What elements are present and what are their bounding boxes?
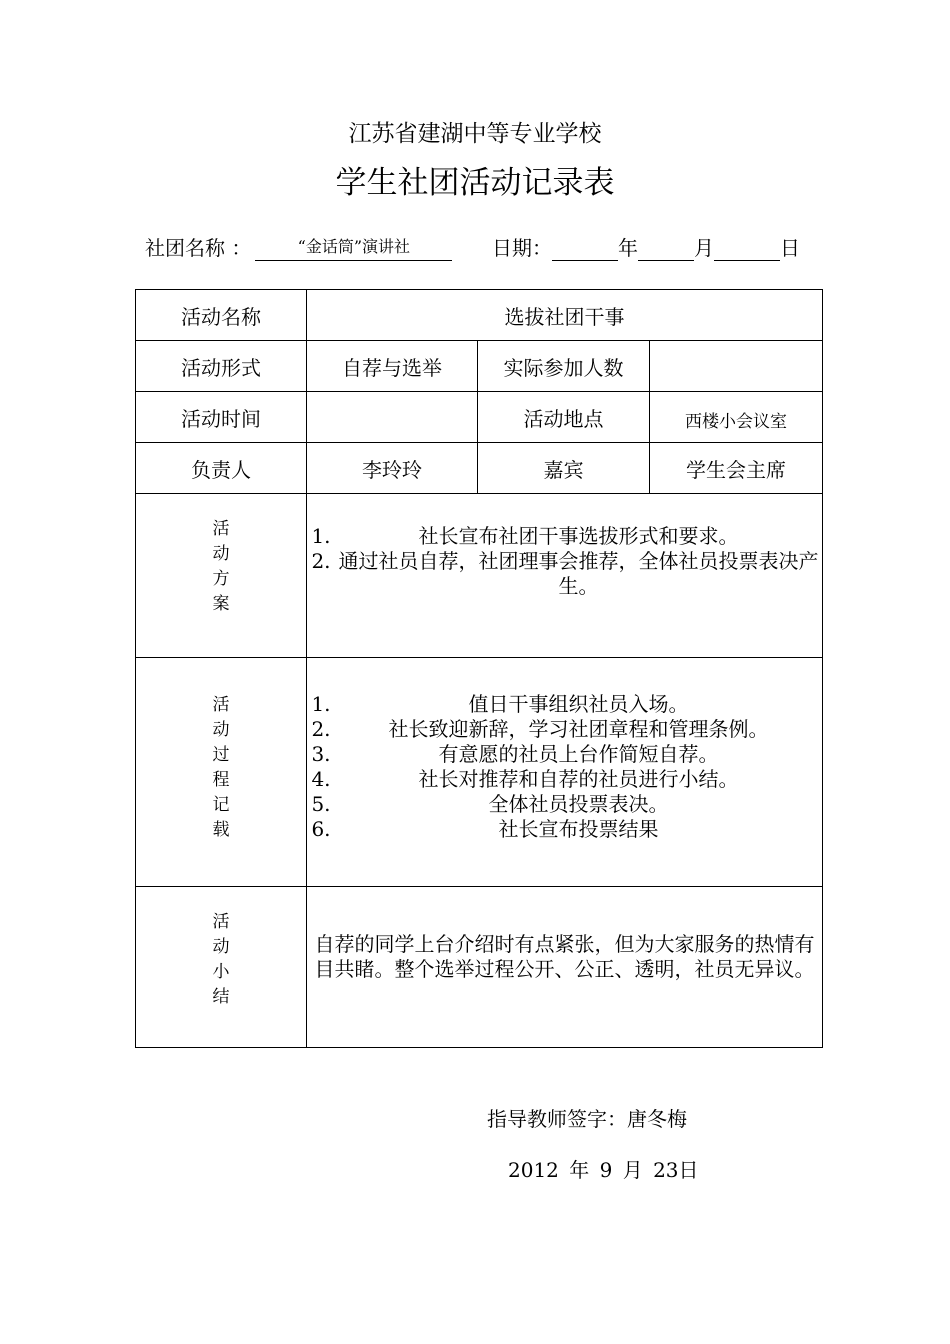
process-label <box>136 658 307 887</box>
list-item-text: 社长宣布投票结果 <box>498 817 659 841</box>
table-row <box>136 290 823 341</box>
list-item-text: 社长对推荐和自荐的社员进行小结。 <box>418 767 739 791</box>
table-row <box>136 341 823 392</box>
plan-label-char: 动 <box>212 543 230 564</box>
process-label-char: 程 <box>212 770 230 790</box>
date-year-field <box>552 233 618 261</box>
summary-content <box>307 887 823 1048</box>
plan-label-char: 方 <box>212 568 230 589</box>
signature-date <box>508 1154 699 1183</box>
summary-label-char: 动 <box>212 937 230 957</box>
club-name-row <box>145 232 452 261</box>
plan-label <box>136 494 307 658</box>
signature-date-month: 9 <box>599 1158 613 1182</box>
time-value <box>307 392 478 443</box>
school-name: 江苏省建湖中等专业学校 <box>348 121 602 147</box>
list-item-number: 2. <box>311 549 331 573</box>
table-row <box>136 494 823 658</box>
table-row <box>136 443 823 494</box>
list-item <box>307 817 822 842</box>
summary-label-char: 小 <box>212 962 230 982</box>
activity-record-table <box>135 289 823 1048</box>
process-label-char: 活 <box>212 695 230 715</box>
signature-date-year-unit: 年 <box>569 1158 590 1182</box>
process-label-char: 记 <box>212 795 230 815</box>
list-item <box>307 742 822 767</box>
date-label: 日期： <box>492 236 552 260</box>
leader-value: 李玲玲 <box>307 443 478 494</box>
signature-date-day: 23 <box>653 1158 679 1182</box>
list-item <box>307 692 822 717</box>
list-item <box>307 767 822 792</box>
form-label: 活动形式 <box>136 341 307 392</box>
list-item-number: 1. <box>311 524 331 548</box>
date-day-field <box>714 233 780 261</box>
summary-label-char: 活 <box>212 912 230 932</box>
activity-name-value: 选拔社团干事 <box>307 290 823 341</box>
list-item <box>307 717 822 742</box>
list-item-number: 6. <box>311 817 331 841</box>
signature-date-year: 2012 <box>508 1158 559 1182</box>
list-item <box>307 524 822 549</box>
date-year-unit: 年 <box>618 236 638 260</box>
list-item-number: 5. <box>311 792 331 816</box>
signature-date-day-unit: 日 <box>678 1158 699 1182</box>
date-row <box>492 232 800 261</box>
plan-list <box>307 524 822 599</box>
list-item-number: 4. <box>311 767 331 791</box>
location-label: 活动地点 <box>478 392 650 443</box>
guest-value: 学生会主席 <box>650 443 823 494</box>
list-item-text: 社长致迎新辞，学习社团章程和管理条例。 <box>388 717 769 741</box>
table-row <box>136 658 823 887</box>
list-item-text: 全体社员投票表决。 <box>488 792 669 816</box>
form-title: 学生社团活动记录表 <box>335 165 615 201</box>
list-item <box>307 549 822 599</box>
summary-label-char: 结 <box>212 987 230 1007</box>
club-name-label: 社团名称 ： <box>145 236 252 260</box>
process-label-char: 动 <box>212 720 230 740</box>
list-item-number: 3. <box>311 742 331 766</box>
date-month-field <box>638 233 694 261</box>
table-row <box>136 392 823 443</box>
signature-name: 唐冬梅 <box>627 1107 687 1131</box>
plan-label-char: 案 <box>212 593 230 614</box>
form-value: 自荐与选举 <box>307 341 478 392</box>
list-item-text: 社长宣布社团干事选拔形式和要求。 <box>418 524 739 548</box>
plan-content <box>307 494 823 658</box>
table-row <box>136 887 823 1048</box>
list-item-number: 1. <box>311 692 331 716</box>
list-item-text: 有意愿的社员上台作简短自荐。 <box>438 742 719 766</box>
list-item-text: 值日干事组织社员入场。 <box>468 692 689 716</box>
date-month-unit: 月 <box>694 236 714 260</box>
list-item-number: 2. <box>311 717 331 741</box>
location-value: 西楼小会议室 <box>650 392 823 443</box>
process-label-char: 过 <box>212 745 230 765</box>
list-item <box>307 792 822 817</box>
summary-text: 自荐的同学上台介绍时有点紧张，但为大家服务的热情有目共睹。整个选举过程公开、公正、透明，社员无异议。 <box>314 932 815 981</box>
time-label: 活动时间 <box>136 392 307 443</box>
leader-label: 负责人 <box>136 443 307 494</box>
process-list <box>307 692 822 842</box>
plan-label-char: 活 <box>212 518 230 539</box>
summary-label <box>136 887 307 1048</box>
signature-date-month-unit: 月 <box>622 1158 643 1182</box>
activity-name-label: 活动名称 <box>136 290 307 341</box>
list-item-text: 通过社员自荐，社团理事会推荐，全体社员投票表决产生。 <box>338 549 819 598</box>
process-label-char: 载 <box>212 820 230 840</box>
signature-label: 指导教师签字： <box>487 1107 627 1131</box>
process-content <box>307 658 823 887</box>
participants-value <box>650 341 823 392</box>
date-day-unit: 日 <box>780 236 800 260</box>
guest-label: 嘉宾 <box>478 443 650 494</box>
club-name-field: “金话筒”演讲社 <box>255 233 452 261</box>
participants-label: 实际参加人数 <box>478 341 650 392</box>
teacher-signature <box>487 1103 687 1132</box>
